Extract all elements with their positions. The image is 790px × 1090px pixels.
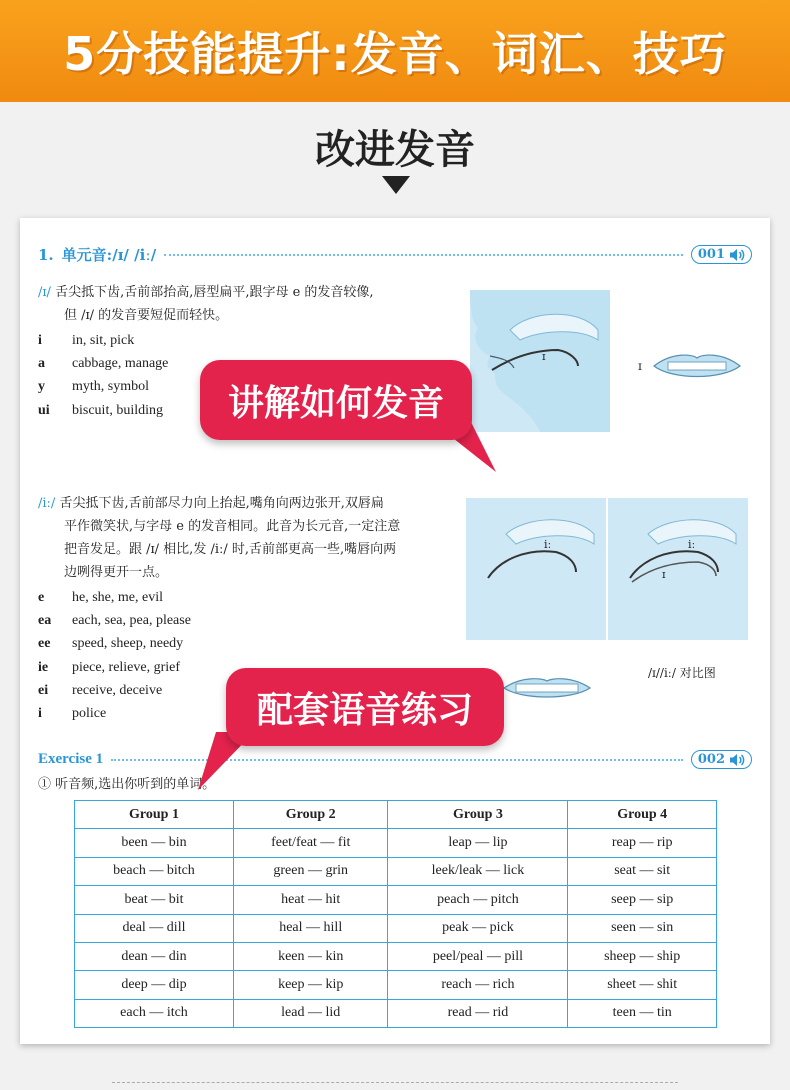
audio-track-button[interactable] [691,750,752,769]
table-cell: heal — hill [233,914,387,942]
track-number: 001 [697,247,725,262]
table-cell: teen — tin [568,999,717,1027]
list-item: y myth, symbol [38,379,150,395]
table-row [75,857,717,885]
table-cell: seen — sin [568,914,717,942]
table-row [75,886,717,914]
list-item: i in, sit, pick [38,332,135,348]
mouth-diagram-comparison [608,498,748,640]
column-header: Group 1 [75,801,234,829]
table-cell: reach — rich [388,971,568,999]
exercise-title: Exercise 1 [38,751,104,767]
speaker-icon [729,248,745,262]
long-vowel-symbol: /iː/ [38,496,56,511]
table-cell: keen — kin [233,942,387,970]
table-cell: seat — sit [568,857,717,885]
table-cell: feet/feat — fit [233,829,387,857]
table-cell: leek/leak — lick [388,857,568,885]
table-row [75,999,717,1027]
short-vowel-description [38,281,458,327]
table-cell: peach — pitch [388,886,568,914]
table-cell: lead — lid [233,999,387,1027]
list-item: ui biscuit, building [38,402,163,418]
short-vowel-word-list [38,329,168,422]
long-vowel-line-3: 把音发足。跟 /ɪ/ 相比,发 /iː/ 时,舌前部更高一些,嘴唇向两 [64,542,397,557]
list-item: e he, she, me, evil [38,589,163,605]
long-vowel-line-2: 平作微笑状,与字母 e 的发音相同。此音为长元音,一定注意 [64,519,401,534]
bottom-divider [112,1082,678,1083]
long-vowel-line-1: 舌尖抵下齿,舌前部尽力向上抬起,嘴角向两边张开,双唇扁 [59,496,384,511]
table-cell: seep — sip [568,886,717,914]
table-cell: deep — dip [75,971,234,999]
exercise-instruction: ① 听音频,选出你听到的单词。 [38,777,216,792]
lips-diagram-short [652,348,742,384]
table-cell: peak — pick [388,914,568,942]
list-item: ee speed, sheep, needy [38,636,184,652]
table-cell: beat — bit [75,886,234,914]
column-header: Group 3 [388,801,568,829]
list-item: i police [38,706,107,722]
mouth-diagram-short-vowel [470,290,610,432]
column-header: Group 4 [568,801,717,829]
track-number: 002 [697,752,725,767]
table-cell: heat — hit [233,886,387,914]
banner-title: 5分技能提升:发音、词汇、技巧 [63,27,727,81]
callout-practice: 配套语音练习 [226,668,504,746]
comparison-caption: /ɪ//iː/ 对比图 [648,666,716,680]
down-arrow-icon [382,176,410,194]
audio-track-button[interactable] [691,245,752,264]
table-cell: read — rid [388,999,568,1027]
dotted-divider [164,254,683,256]
top-banner [0,0,790,102]
table-row [75,914,717,942]
exercise-table [74,800,717,1028]
table-cell: leap — lip [388,829,568,857]
table-cell: been — bin [75,829,234,857]
section-title: 改进发音 [315,127,475,173]
table-cell: each — itch [75,999,234,1027]
heading-number: 1. [38,245,54,264]
list-item: ie piece, relieve, grief [38,659,181,675]
short-vowel-symbol: /ɪ/ [38,285,51,300]
exercise-heading [38,750,752,769]
table-row [75,829,717,857]
table-cell: deal — dill [75,914,234,942]
table-cell: sheet — shit [568,971,717,999]
long-vowel-line-4: 边咧得更开一点。 [64,565,169,580]
table-cell: reap — rip [568,829,717,857]
lips-label: ɪ [638,359,642,373]
compare-label-top: iː [688,538,696,551]
short-vowel-line-1: 舌尖抵下齿,舌前部抬高,唇型扁平,跟字母 e 的发音较像, [55,285,374,300]
column-header: Group 2 [233,801,387,829]
list-item: ea each, sea, pea, please [38,612,191,628]
callout-explain: 讲解如何发音 [200,360,472,440]
long-vowel-description [38,492,468,584]
table-cell: sheep — ship [568,942,717,970]
table-cell: peel/peal — pill [388,942,568,970]
short-vowel-line-2: 但 /ɪ/ 的发音要短促而轻快。 [64,308,229,323]
diagram-label: iː [544,538,552,551]
compare-label-bottom: ɪ [662,568,666,581]
vowel-heading [38,244,752,265]
table-cell: keep — kip [233,971,387,999]
table-row [75,971,717,999]
long-vowel-word-list [38,586,191,726]
diagram-label: ɪ [542,350,546,363]
list-item: a cabbage, manage [38,355,169,371]
book-page-card [20,218,770,1044]
speaker-icon [729,753,745,767]
table-cell: beach — bitch [75,857,234,885]
table-header-row [75,801,717,829]
heading-text: 单元音:/ɪ/ /iː/ [61,246,157,264]
list-item: ei receive, deceive [38,682,163,698]
table-cell: green — grin [233,857,387,885]
table-row [75,942,717,970]
table-cell: dean — din [75,942,234,970]
mouth-diagram-long-vowel [466,498,606,640]
lips-diagram-long [502,670,592,706]
